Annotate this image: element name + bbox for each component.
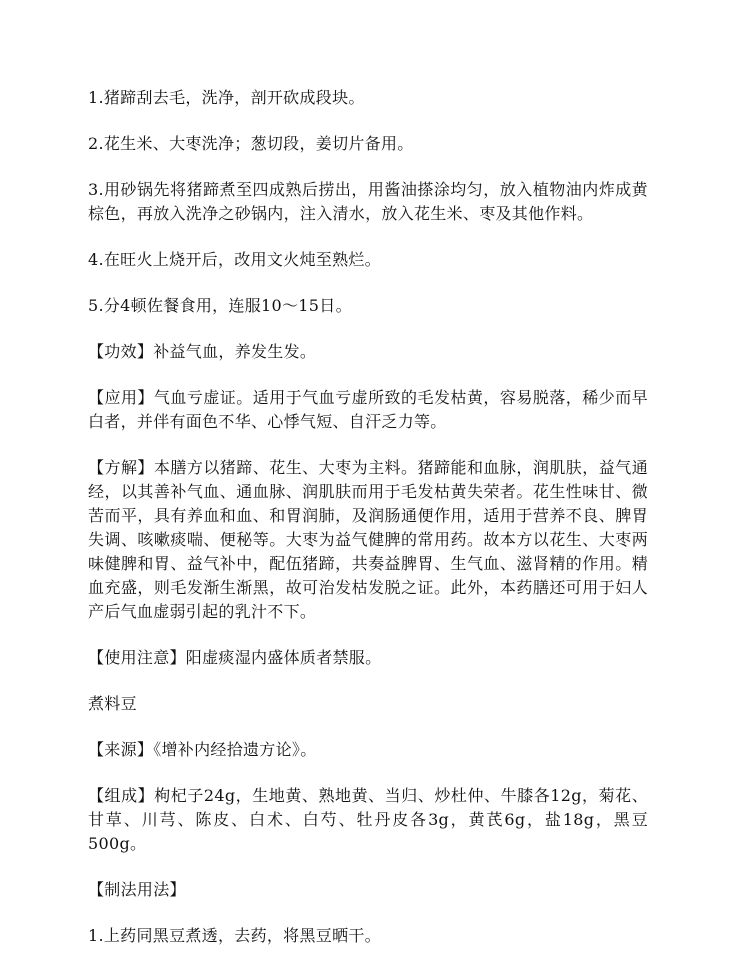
step-4-paragraph: 4.在旺火上烧开后，改用文火炖至熟烂。 (88, 250, 381, 269)
document-page (88, 86, 648, 970)
usage-caution-paragraph: 【使用注意】阳虚痰湿内盛体质者禁服。 (88, 648, 382, 667)
step-2-paragraph: 2.花生米、大枣洗净；葱切段，姜切片备用。 (88, 134, 414, 153)
efficacy-paragraph: 【功效】补益气血，养发生发。 (88, 342, 317, 361)
step-5-paragraph: 5.分4顿佐餐食用，连服10～15日。 (88, 296, 352, 315)
method-heading: 【制法用法】 (88, 880, 186, 899)
step-1-paragraph: 1.猪蹄刮去毛，洗净，剖开砍成段块。 (88, 88, 365, 107)
source-paragraph: 【来源】《增补内经拾遗方论》。 (88, 740, 317, 759)
method-step-1-paragraph: 1.上药同黑豆煮透，去药，将黑豆晒干。 (88, 926, 381, 945)
recipe-title: 煮料豆 (88, 694, 137, 713)
formula-explanation-paragraph: 【方解】本膳方以猪蹄、花生、大枣为主料。猪蹄能和血脉，润肌肤，益气通经，以其善补气血、通血脉、润肌肤而用于毛发枯黄失荣者。花生性味甘、微苦而平，具有养血和血、和胃润肺，及润肠通便作用，适用于营养不良、脾胃失调、咳嗽痰喘、便秘等。大枣为益气健脾的常用药。故本方以花生、大枣两味健脾和胃、益气补中，配伍猪蹄，共奏益脾胃、生气血、滋肾精的作用。精血充盛，则毛发渐生渐黑，故可治发枯发脱之证。此外，本药膳还可用于妇人产后气血虚弱引起的乳汁不下。 (88, 458, 648, 621)
step-3-paragraph: 3.用砂锅先将猪蹄煮至四成熟后捞出，用酱油搽涂均匀，放入植物油内炸成黄棕色，再放入洗净之砂锅内，注入清水，放入花生米、枣及其他作料。 (88, 180, 648, 223)
application-paragraph: 【应用】气血亏虚证。适用于气血亏虚所致的毛发枯黄，容易脱落，稀少而早白者，并伴有面色不华、心悸气短、自汗乏力等。 (88, 388, 648, 431)
composition-paragraph: 【组成】枸杞子24g，生地黄、熟地黄、当归、炒杜仲、牛膝各12g，菊花、甘草、川芎、陈皮、白术、白芍、牡丹皮各3g，黄芪6g，盐18g，黑豆500g。 (88, 786, 648, 853)
